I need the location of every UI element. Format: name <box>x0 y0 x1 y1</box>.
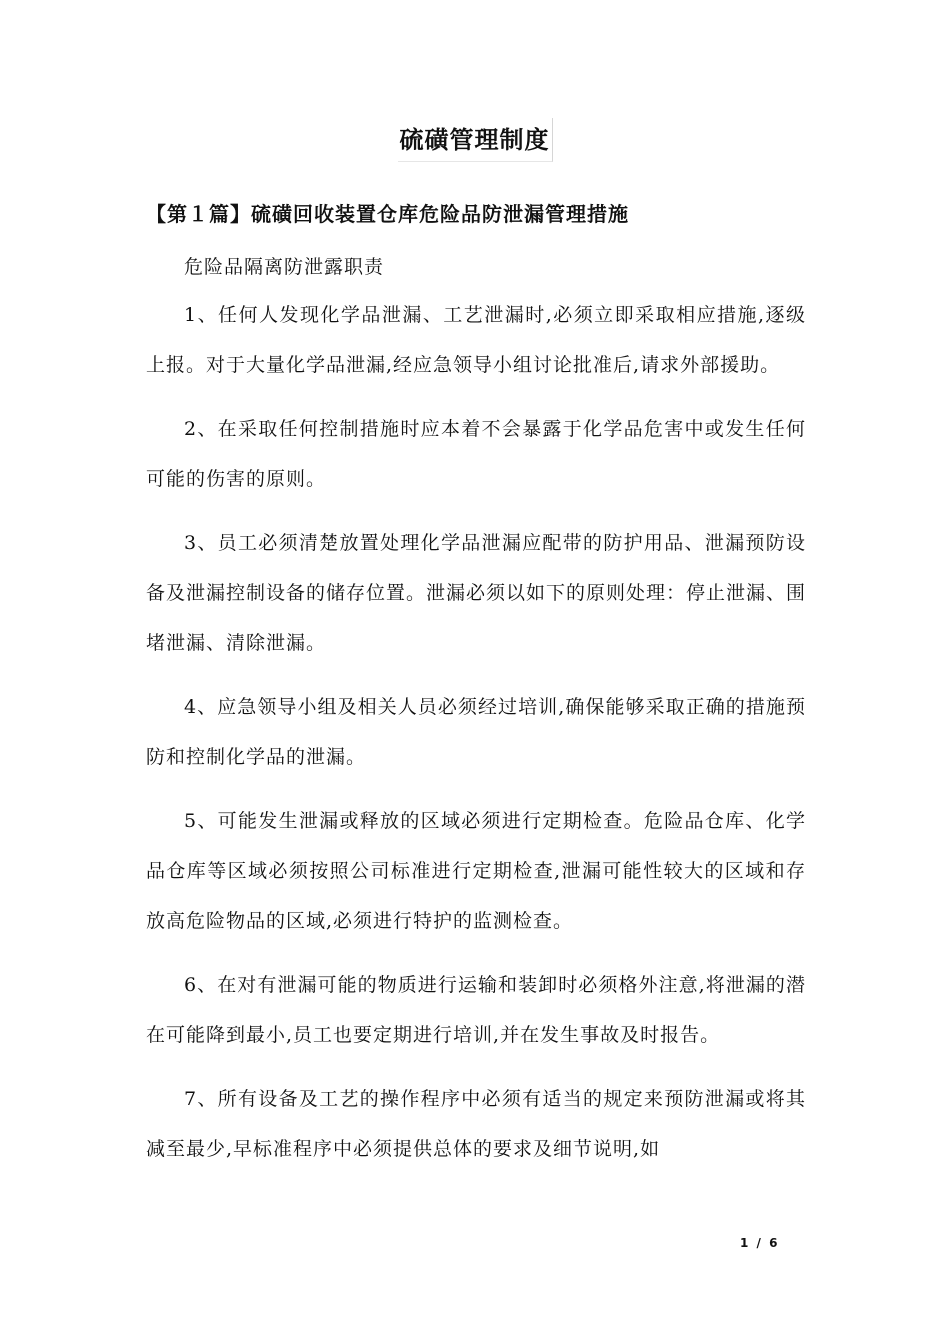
paragraph: 3、员工必须清楚放置处理化学品泄漏应配带的防护用品、泄漏预防设备及泄漏控制设备的储存位置。泄漏必须以如下的原则处理：停止泄漏、围堵泄漏、清除泄漏。 <box>146 532 807 654</box>
paragraph: 6、在对有泄漏可能的物质进行运输和装卸时必须格外注意,将泄漏的潜在可能降到最小,员工也要定期进行培训,并在发生事故及时报告。 <box>146 974 806 1046</box>
paragraph: 7、所有设备及工艺的操作程序中必须有适当的规定来预防泄漏或将其减至最少,早标准程序中必须提供总体的要求及细节说明,如 <box>146 1088 806 1160</box>
paragraph: 危险品隔离防泄露职责 <box>184 256 385 278</box>
paragraph: 1、任何人发现化学品泄漏、工艺泄漏时,必须立即采取相应措施,逐级上报。对于大量化学品泄漏,经应急领导小组讨论批准后,请求外部援助。 <box>146 304 806 376</box>
document-title-text: 硫磺管理制度 <box>398 118 553 162</box>
paragraph: 5、可能发生泄漏或释放的区域必须进行定期检查。危险品仓库、化学品仓库等区域必须按照公司标准进行定期检查,泄漏可能性较大的区域和存放高危险物品的区域,必须进行特护的监测检查。 <box>146 810 806 932</box>
page-number: 1 / 6 <box>740 1236 780 1250</box>
section-heading: 【第１篇】硫磺回收装置仓库危险品防泄漏管理措施 <box>146 202 629 226</box>
paragraph: 4、应急领导小组及相关人员必须经过培训,确保能够采取正确的措施预防和控制化学品的泄漏。 <box>146 696 806 768</box>
document-body <box>146 194 806 1188</box>
document-title <box>0 118 950 162</box>
paragraph: 2、在采取任何控制措施时应本着不会暴露于化学品危害中或发生任何可能的伤害的原则。 <box>146 418 806 490</box>
